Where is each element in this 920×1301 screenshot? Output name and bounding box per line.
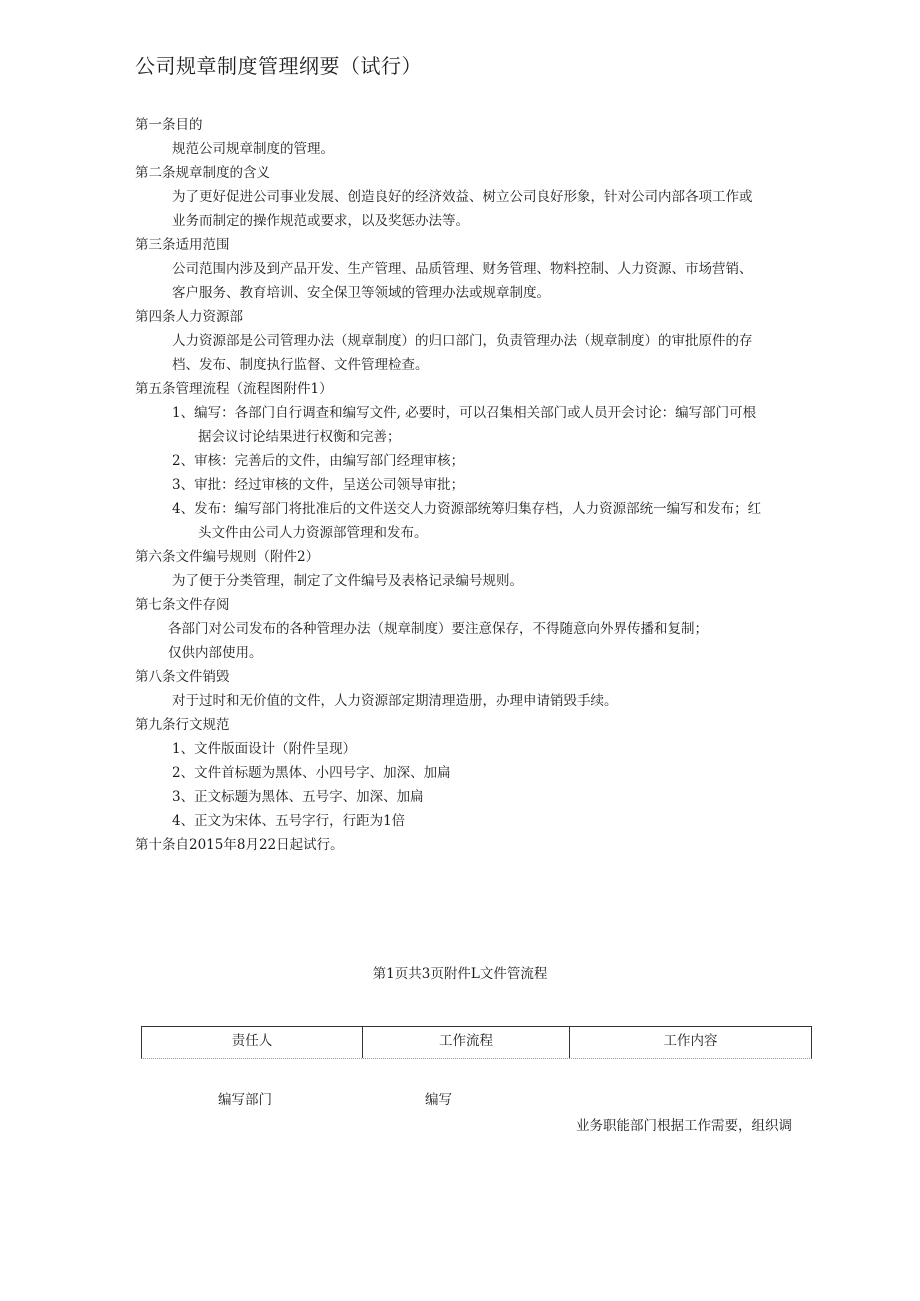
article-2-body-line-2: 业务而制定的操作规范或要求，以及奖惩办法等。: [172, 213, 469, 229]
article-2-body-line-1: 为了更好促进公司事业发展、创造良好的经济效益、树立公司良好形象，针对公司内部各项工作或: [172, 189, 753, 205]
article-1-body: 规范公司规章制度的管理。: [172, 141, 334, 157]
article-4-body-line-1: 人力资源部是公司管理办法（规章制度）的归口部门，负责管理办法（规章制度）的审批原件的存: [172, 333, 753, 349]
article-9-heading: 第九条行文规范: [135, 717, 230, 733]
article-4-body-line-2: 档、发布、制度执行监督、文件管理检查。: [172, 357, 429, 373]
article-5-item-2: 2、审核：完善后的文件，由编写部门经理审核；: [172, 453, 465, 469]
header-content: 工作内容: [569, 1027, 811, 1058]
article-5-heading: 第五条管理流程（流程图附件1）: [135, 381, 333, 397]
row-process: 编写: [425, 1092, 452, 1108]
article-1-heading: 第一条目的: [135, 117, 203, 133]
article-3-body-line-1: 公司范围内涉及到产品开发、生产管理、品质管理、财务管理、物料控制、人力资源、市场营销、: [172, 261, 753, 277]
article-4-heading: 第四条人力资源部: [135, 309, 243, 325]
row-responsible: 编写部门: [218, 1092, 272, 1108]
document-title: 公司规章制度管理纲要（试行）: [135, 54, 422, 78]
article-7-body-line-1: 各部门对公司发布的各种管理办法（规章制度）要注意保存，不得随意向外界传播和复制；: [168, 621, 708, 637]
article-9-item-2: 2、文件首标题为黑体、小四号字、加深、加扁: [172, 765, 451, 781]
row-content: 业务职能部门根据工作需要，组织调: [576, 1118, 792, 1134]
article-2-heading: 第二条规章制度的含义: [135, 165, 270, 181]
page-footer: 第1页共3页附件L文件管流程: [372, 966, 548, 982]
article-5-item-4: 4、发布：编写部门将批准后的文件送交人力资源部统筹归集存档，人力资源部统一编写和发布；红: [172, 501, 762, 517]
header-process: 工作流程: [362, 1027, 569, 1058]
article-8-body: 对于过时和无价值的文件，人力资源部定期清理造册，办理申请销毁手续。: [172, 693, 618, 709]
article-5-item-4-cont: 头文件由公司人力资源部管理和发布。: [198, 525, 428, 541]
article-6-heading: 第六条文件编号规则（附件2）: [135, 549, 320, 565]
article-5-item-3: 3、审批：经过审核的文件，呈送公司领导审批；: [172, 477, 465, 493]
article-9-item-3: 3、正文标题为黑体、五号字、加深、加扁: [172, 789, 424, 805]
article-5-item-1-cont: 据会议讨论结果进行权衡和完善；: [198, 429, 401, 445]
article-7-heading: 第七条文件存阅: [135, 597, 230, 613]
header-responsible: 责任人: [231, 1033, 273, 1049]
article-5-item-1: 1、编写：各部门自行调查和编写文件, 必要时，可以召集相关部门或人员开会讨论：编写部门可根: [172, 405, 757, 421]
article-8-heading: 第八条文件销毁: [135, 669, 230, 685]
workflow-table-header: [141, 1026, 812, 1059]
article-9-item-4: 4、正文为宋体、五号字行，行距为1倍: [172, 813, 406, 829]
article-3-body-line-2: 客户服务、教育培训、安全保卫等领域的管理办法或规章制度。: [172, 285, 550, 301]
article-3-heading: 第三条适用范围: [135, 237, 230, 253]
article-10-heading: 第十条自2015年8月22日起试行。: [135, 837, 344, 853]
article-7-body-line-2: 仅供内部使用。: [168, 645, 263, 661]
article-9-item-1: 1、文件版面设计（附件呈现）: [172, 741, 357, 757]
article-6-body: 为了便于分类管理，制定了文件编号及表格记录编号规则。: [172, 573, 523, 589]
